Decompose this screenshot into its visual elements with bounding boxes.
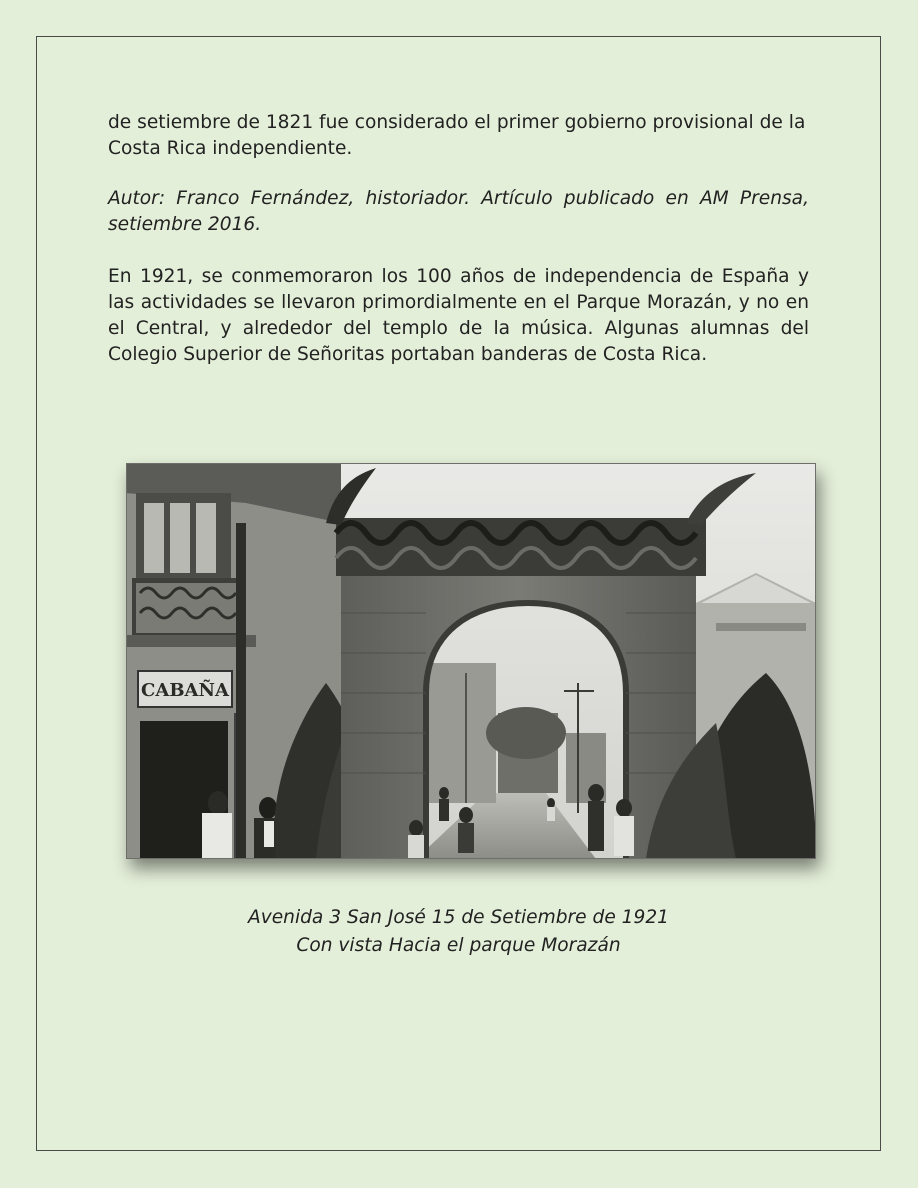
paragraph-conmemoracion-1921: En 1921, se conmemoraron los 100 años de independencia de España y las actividades se llevaron primordialmente en el Parque Morazán, y no en el Central, y alrededor del templo de la música. Algunas alumnas del Colegio Superior de Señoritas portaban banderas de Costa Rica. xyxy=(108,266,809,365)
caption-line-2: Con vista Hacia el parque Morazán xyxy=(296,935,621,956)
historic-photo-avenida-3 xyxy=(126,463,816,859)
cabana-sign-text: CABAÑA xyxy=(141,680,229,701)
paragraph-gobierno-provisional: de setiembre de 1821 fue considerado el primer gobierno provisional de la Costa Rica independiente. xyxy=(108,112,806,159)
paragraph-author-credit: Autor: Franco Fernández, historiador. Artículo publicado en AM Prensa, setiembre 2016. xyxy=(108,188,809,235)
photo-caption xyxy=(108,904,809,960)
arch-street-photo xyxy=(126,463,816,859)
caption-line-1: Avenida 3 San José 15 de Setiembre de 1921 xyxy=(248,907,669,928)
